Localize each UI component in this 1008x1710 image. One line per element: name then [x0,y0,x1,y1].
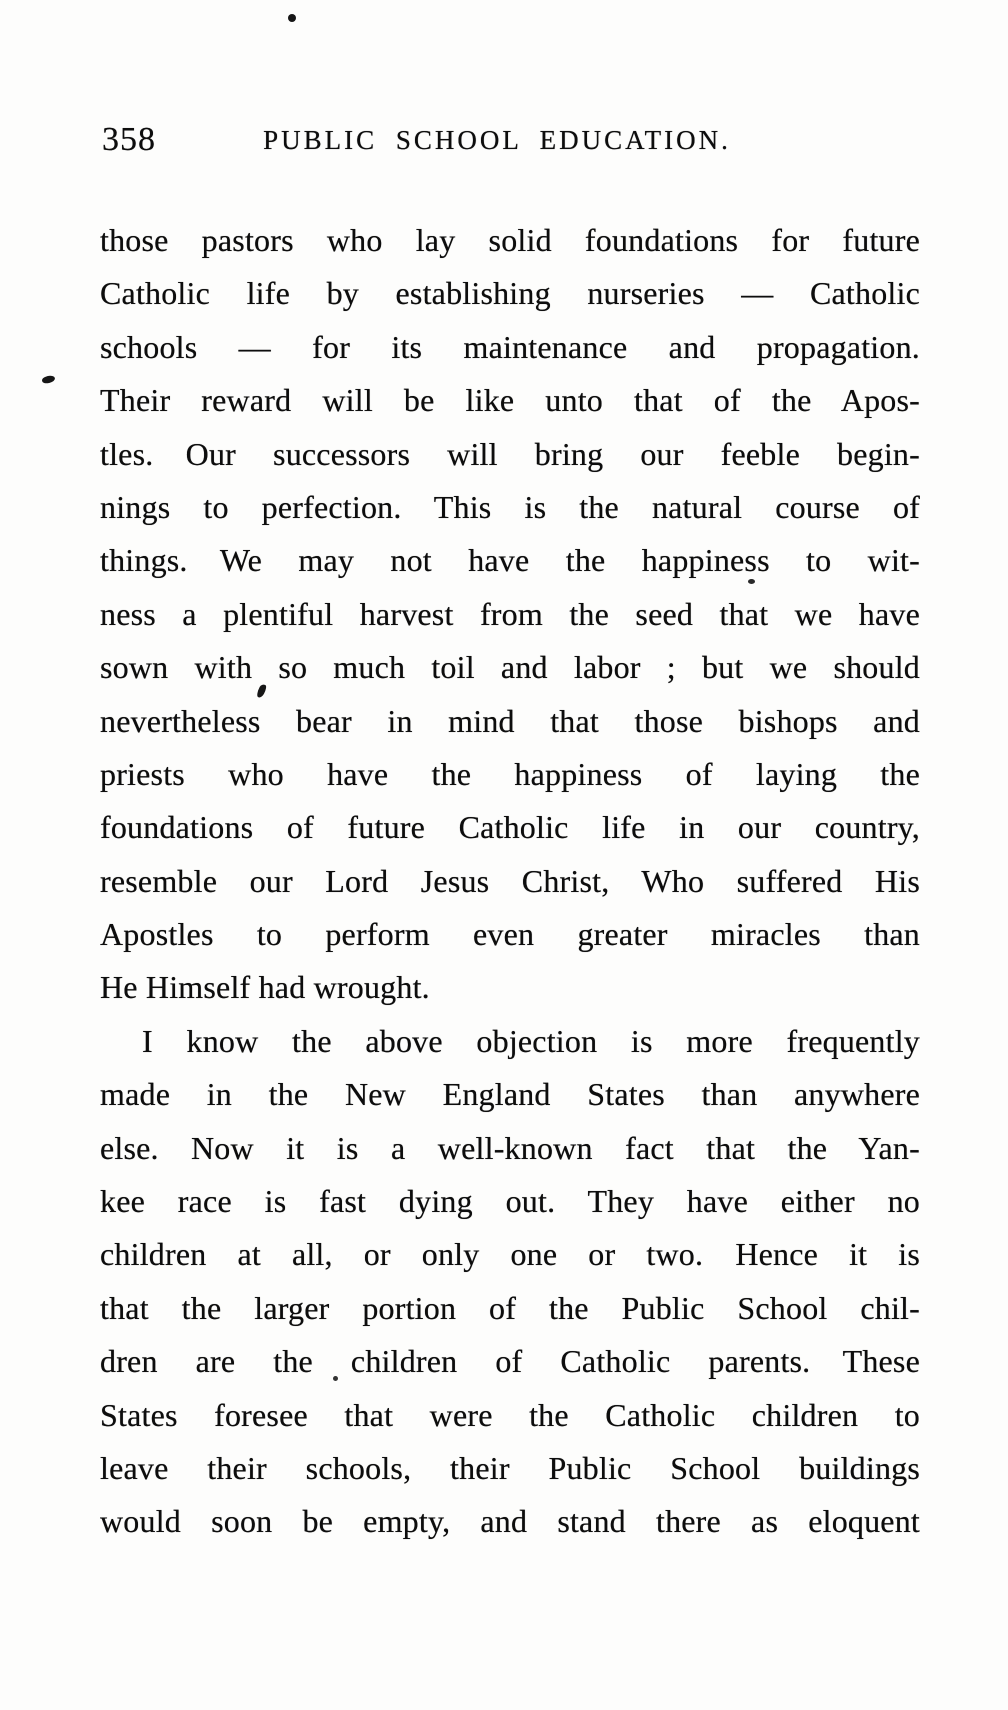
text-line: else. Now it is a well-known fact that the Yan- [100,1129,920,1166]
running-header [100,118,920,164]
text-line: would soon be empty, and stand there as eloquent [100,1503,920,1540]
text-line: dren are the children of Catholic parents. These [100,1343,920,1380]
text-line: made in the New England States than anywhere [100,1076,920,1113]
text-line: foundations of future Catholic life in our country, [100,809,920,846]
text-line: kee race is fast dying out. They have either no [100,1183,920,1220]
text-line: resemble our Lord Jesus Christ, Who suffered His [100,862,920,899]
text-line: Catholic life by establishing nurseries — Catholic [100,275,920,312]
text-line: nevertheless bear in mind that those bishops and [100,702,920,739]
text-line: He Himself had wrought. [100,969,430,1006]
text-line: schools — for its maintenance and propagation. [100,328,920,365]
text-line: children at all, or only one or two. Hence it is [100,1236,920,1273]
text-line: tles. Our successors will bring our feeble begin- [100,435,920,472]
text-line: sown with so much toil and labor ; but we should [100,649,920,686]
text-line: things. We may not have the happiness to wit- [100,542,920,579]
ink-speck [41,375,55,385]
page-body-text [100,214,920,1549]
text-line: those pastors who lay solid foundations for future [100,222,920,258]
text-line: I know the above objection is more frequently [142,1022,920,1059]
text-line: Apostles to perform even greater miracles than [100,916,920,953]
running-title: PUBLIC SCHOOL EDUCATION. [263,125,731,155]
text-line: leave their schools, their Public School buildings [100,1449,920,1486]
text-line: priests who have the happiness of laying the [100,755,920,792]
text-line: ness a plentiful harvest from the seed that we have [100,595,920,632]
text-line: nings to perfection. This is the natural course of [100,488,920,525]
text-line: States foresee that were the Catholic children to [100,1396,920,1433]
text-line: that the larger portion of the Public School chil- [100,1289,920,1326]
text-line: Their reward will be like unto that of the Apos- [100,382,920,419]
page-number: 358 [102,121,156,158]
ink-speck [288,14,296,22]
